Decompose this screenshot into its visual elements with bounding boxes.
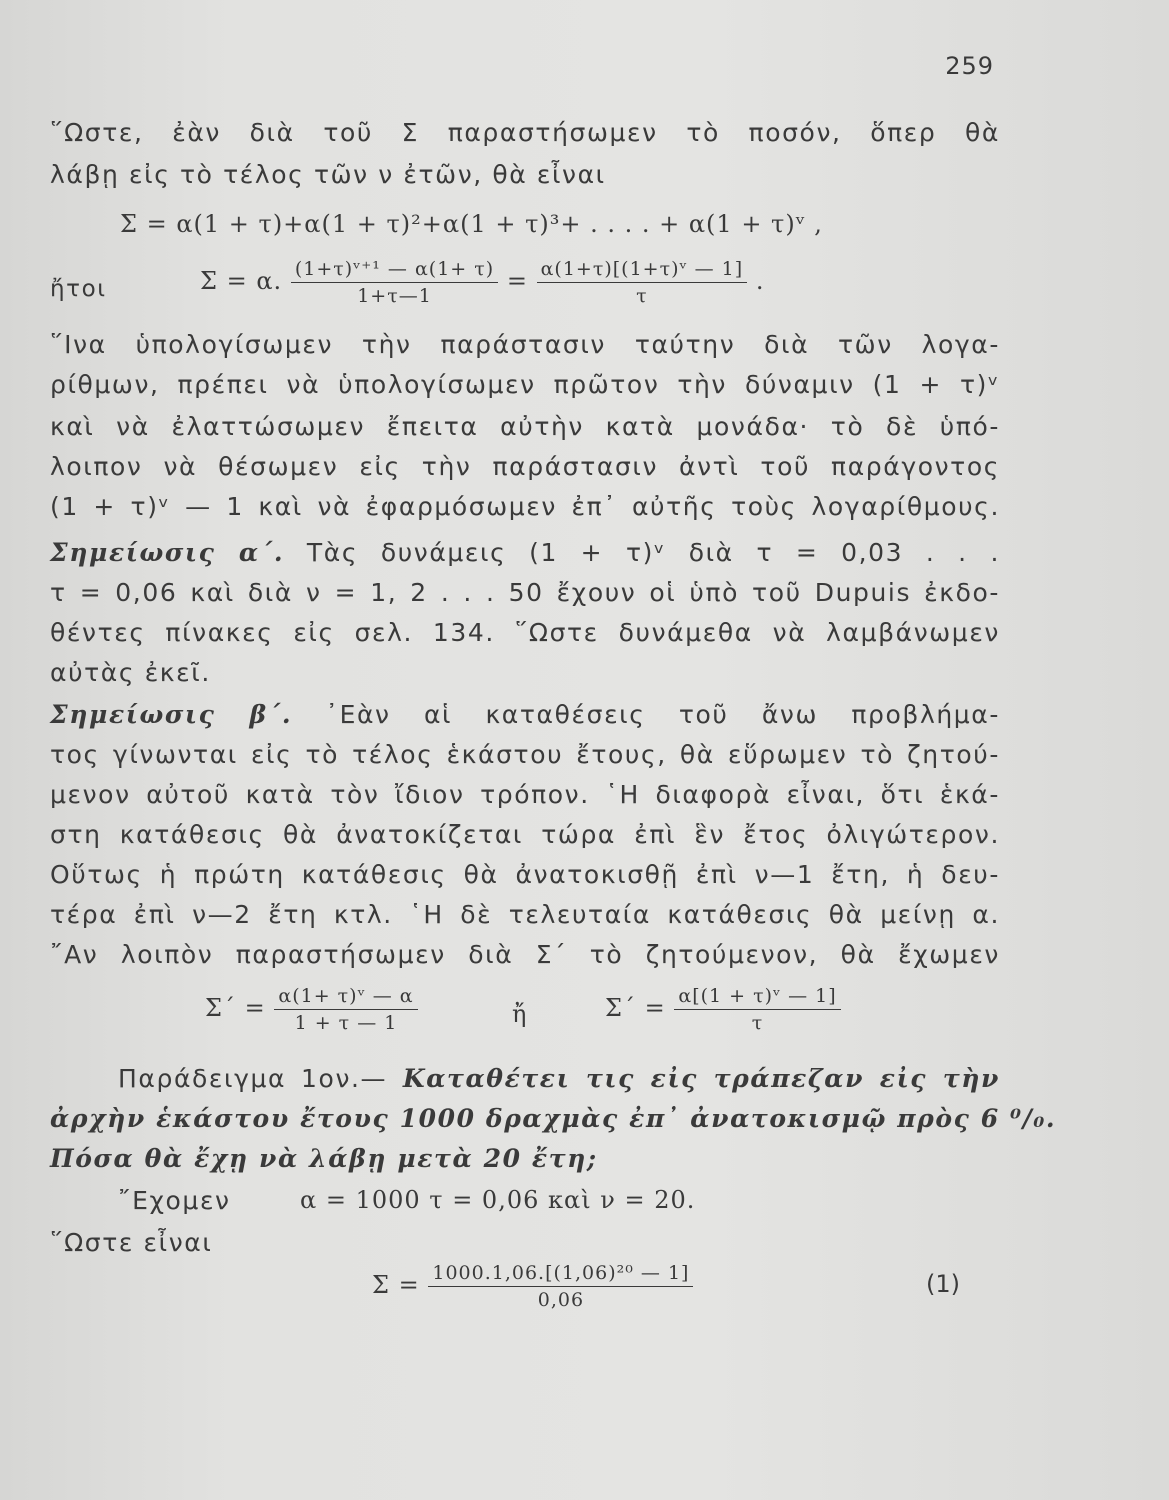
example-line	[118, 1064, 1000, 1093]
paragraph-line: καὶ νὰ ἐλαττώσωμεν ἔπειτα αὐτὴν κατὰ μονάδα· τὸ δὲ ὑπό-	[50, 412, 1000, 441]
fraction-denominator: 1 + τ — 1	[294, 1012, 398, 1034]
note-line: Οὕτως ἡ πρώτη κατάθεσις θὰ ἀνατοκισθῇ ἐπὶ ν—1 ἔτη, ἡ δευ-	[50, 860, 1000, 889]
formula-sum-prime-2	[605, 985, 841, 1034]
formula-sum-prime-1	[205, 985, 418, 1034]
paragraph-line: ῞Ωστε, ἐὰν διὰ τοῦ Σ παραστήσωμεν τὸ ποσόν, ὅπερ θὰ	[50, 118, 1000, 147]
formula-sum-series: Σ = α(1 + τ)+α(1 + τ)²+α(1 + τ)³+ . . . . + α(1 + τ)ᵛ ,	[120, 210, 823, 238]
fraction	[428, 1262, 693, 1311]
equals-sign: =	[506, 267, 528, 295]
fraction-numerator: α(1+ τ)ᵛ — α	[274, 985, 417, 1010]
paragraph-line: λάβῃ εἰς τὸ τέλος τῶν ν ἐτῶν, θὰ εἶναι	[50, 160, 606, 189]
note-line	[50, 538, 1000, 567]
note-line	[50, 700, 1000, 729]
fraction	[291, 258, 498, 307]
fraction	[674, 985, 840, 1034]
fraction-numerator: (1+τ)ᵛ⁺¹ — α(1+ τ)	[291, 258, 498, 283]
formula-result	[372, 1262, 693, 1311]
given-values: α = 1000 τ = 0,06 καὶ ν = 20.	[300, 1186, 696, 1214]
paragraph-line: (1 + τ)ᵛ — 1 καὶ νὰ ἐφαρμόσωμεν ἐπ᾿ αὐτῆς τοὺς λογαρίθμους.	[50, 492, 1000, 521]
example-line: ῎Εχομεν	[118, 1186, 231, 1215]
formula-lhs: Σ΄ =	[605, 994, 666, 1022]
note-heading: Σημείωσις α΄.	[50, 538, 285, 567]
note-heading: Σημείωσις β΄.	[50, 700, 293, 729]
note-line: μενον αὐτοῦ κατὰ τὸν ἴδιον τρόπον. ῾Η διαφορὰ εἶναι, ὅτι ἑκά-	[50, 780, 1000, 809]
fraction-denominator: 1+τ—1	[357, 285, 432, 307]
fraction-numerator: 1000.1,06.[(1,06)²⁰ — 1]	[428, 1262, 693, 1287]
note-text: ᾽Εὰν αἱ καταθέσεις τοῦ ἄνω προβλήμα-	[292, 700, 1000, 729]
fraction-denominator: τ	[636, 285, 648, 307]
fraction-numerator: α[(1 + τ)ᵛ — 1]	[674, 985, 840, 1010]
fraction-denominator: 0,06	[537, 1289, 585, 1311]
note-line: ῎Αν λοιπὸν παραστήσωμεν διὰ Σ΄ τὸ ζητούμενον, θὰ ἔχωμεν	[50, 940, 1000, 969]
note-text: Τὰς δυνάμεις (1 + τ)ᵛ διὰ τ = 0,03 . . .	[284, 538, 1001, 567]
fraction	[537, 258, 748, 307]
equation-number: (1)	[926, 1270, 960, 1298]
note-line: τ = 0,06 καὶ διὰ ν = 1, 2 . . . 50 ἔχουν οἱ ὑπὸ τοῦ Dupuis ἐκδο-	[50, 578, 1000, 607]
fraction-denominator: τ	[751, 1012, 764, 1034]
fraction	[274, 985, 417, 1034]
paragraph-line: ῞Ινα ὑπολογίσωμεν τὴν παράστασιν ταύτην διὰ τῶν λογα-	[50, 330, 1000, 359]
example-line: ἀρχὴν ἑκάστου ἔτους 1000 δραχμὰς ἐπ᾿ ἀνατοκισμῷ πρὸς 6 ⁰/₀.	[50, 1104, 1057, 1133]
example-heading: Παράδειγμα 1ον.—	[118, 1064, 388, 1093]
formula-lhs: Σ =	[372, 1271, 420, 1299]
note-line: τέρα ἐπὶ ν—2 ἔτη κτλ. ῾Η δὲ τελευταία κατάθεσις θὰ μείνῃ α.	[50, 900, 1000, 929]
example-line: ῞Ωστε εἶναι	[50, 1228, 213, 1257]
page-number: 259	[945, 52, 994, 80]
formula-lhs: Σ = α.	[200, 267, 283, 295]
note-line: στη κατάθεσις θὰ ἀνατοκίζεται τώρα ἐπὶ ἓν ἔτος ὀλιγώτερον.	[50, 820, 1000, 849]
note-line: τος γίνωνται εἰς τὸ τέλος ἑκάστου ἔτους, θὰ εὕρωμεν τὸ ζητού-	[50, 740, 1000, 769]
formula-sum-closed	[200, 258, 764, 307]
paragraph-line: λοιπον νὰ θέσωμεν εἰς τὴν παράστασιν ἀντὶ τοῦ παράγοντος	[50, 452, 1000, 481]
formula-or: ἤ	[512, 1000, 528, 1028]
fraction-numerator: α(1+τ)[(1+τ)ᵛ — 1]	[537, 258, 748, 283]
example-line: Πόσα θὰ ἔχῃ νὰ λάβῃ μετὰ 20 ἔτη;	[50, 1144, 598, 1173]
note-line: θέντες πίνακες εἰς σελ. 134. ῞Ωστε δυνάμεθα νὰ λαμβάνωμεν	[50, 618, 1000, 647]
paragraph-line: ρίθμων, πρέπει νὰ ὑπολογίσωμεν πρῶτον τὴν δύναμιν (1 + τ)ᵛ	[50, 370, 1000, 399]
formula-label: ἤτοι	[50, 276, 107, 302]
note-line: αὐτὰς ἐκεῖ.	[50, 658, 211, 687]
example-text: Καταθέτει τις εἰς τράπεζαν εἰς τὴν	[387, 1064, 1000, 1093]
formula-lhs: Σ΄ =	[205, 994, 266, 1022]
formula-end: .	[755, 267, 765, 295]
